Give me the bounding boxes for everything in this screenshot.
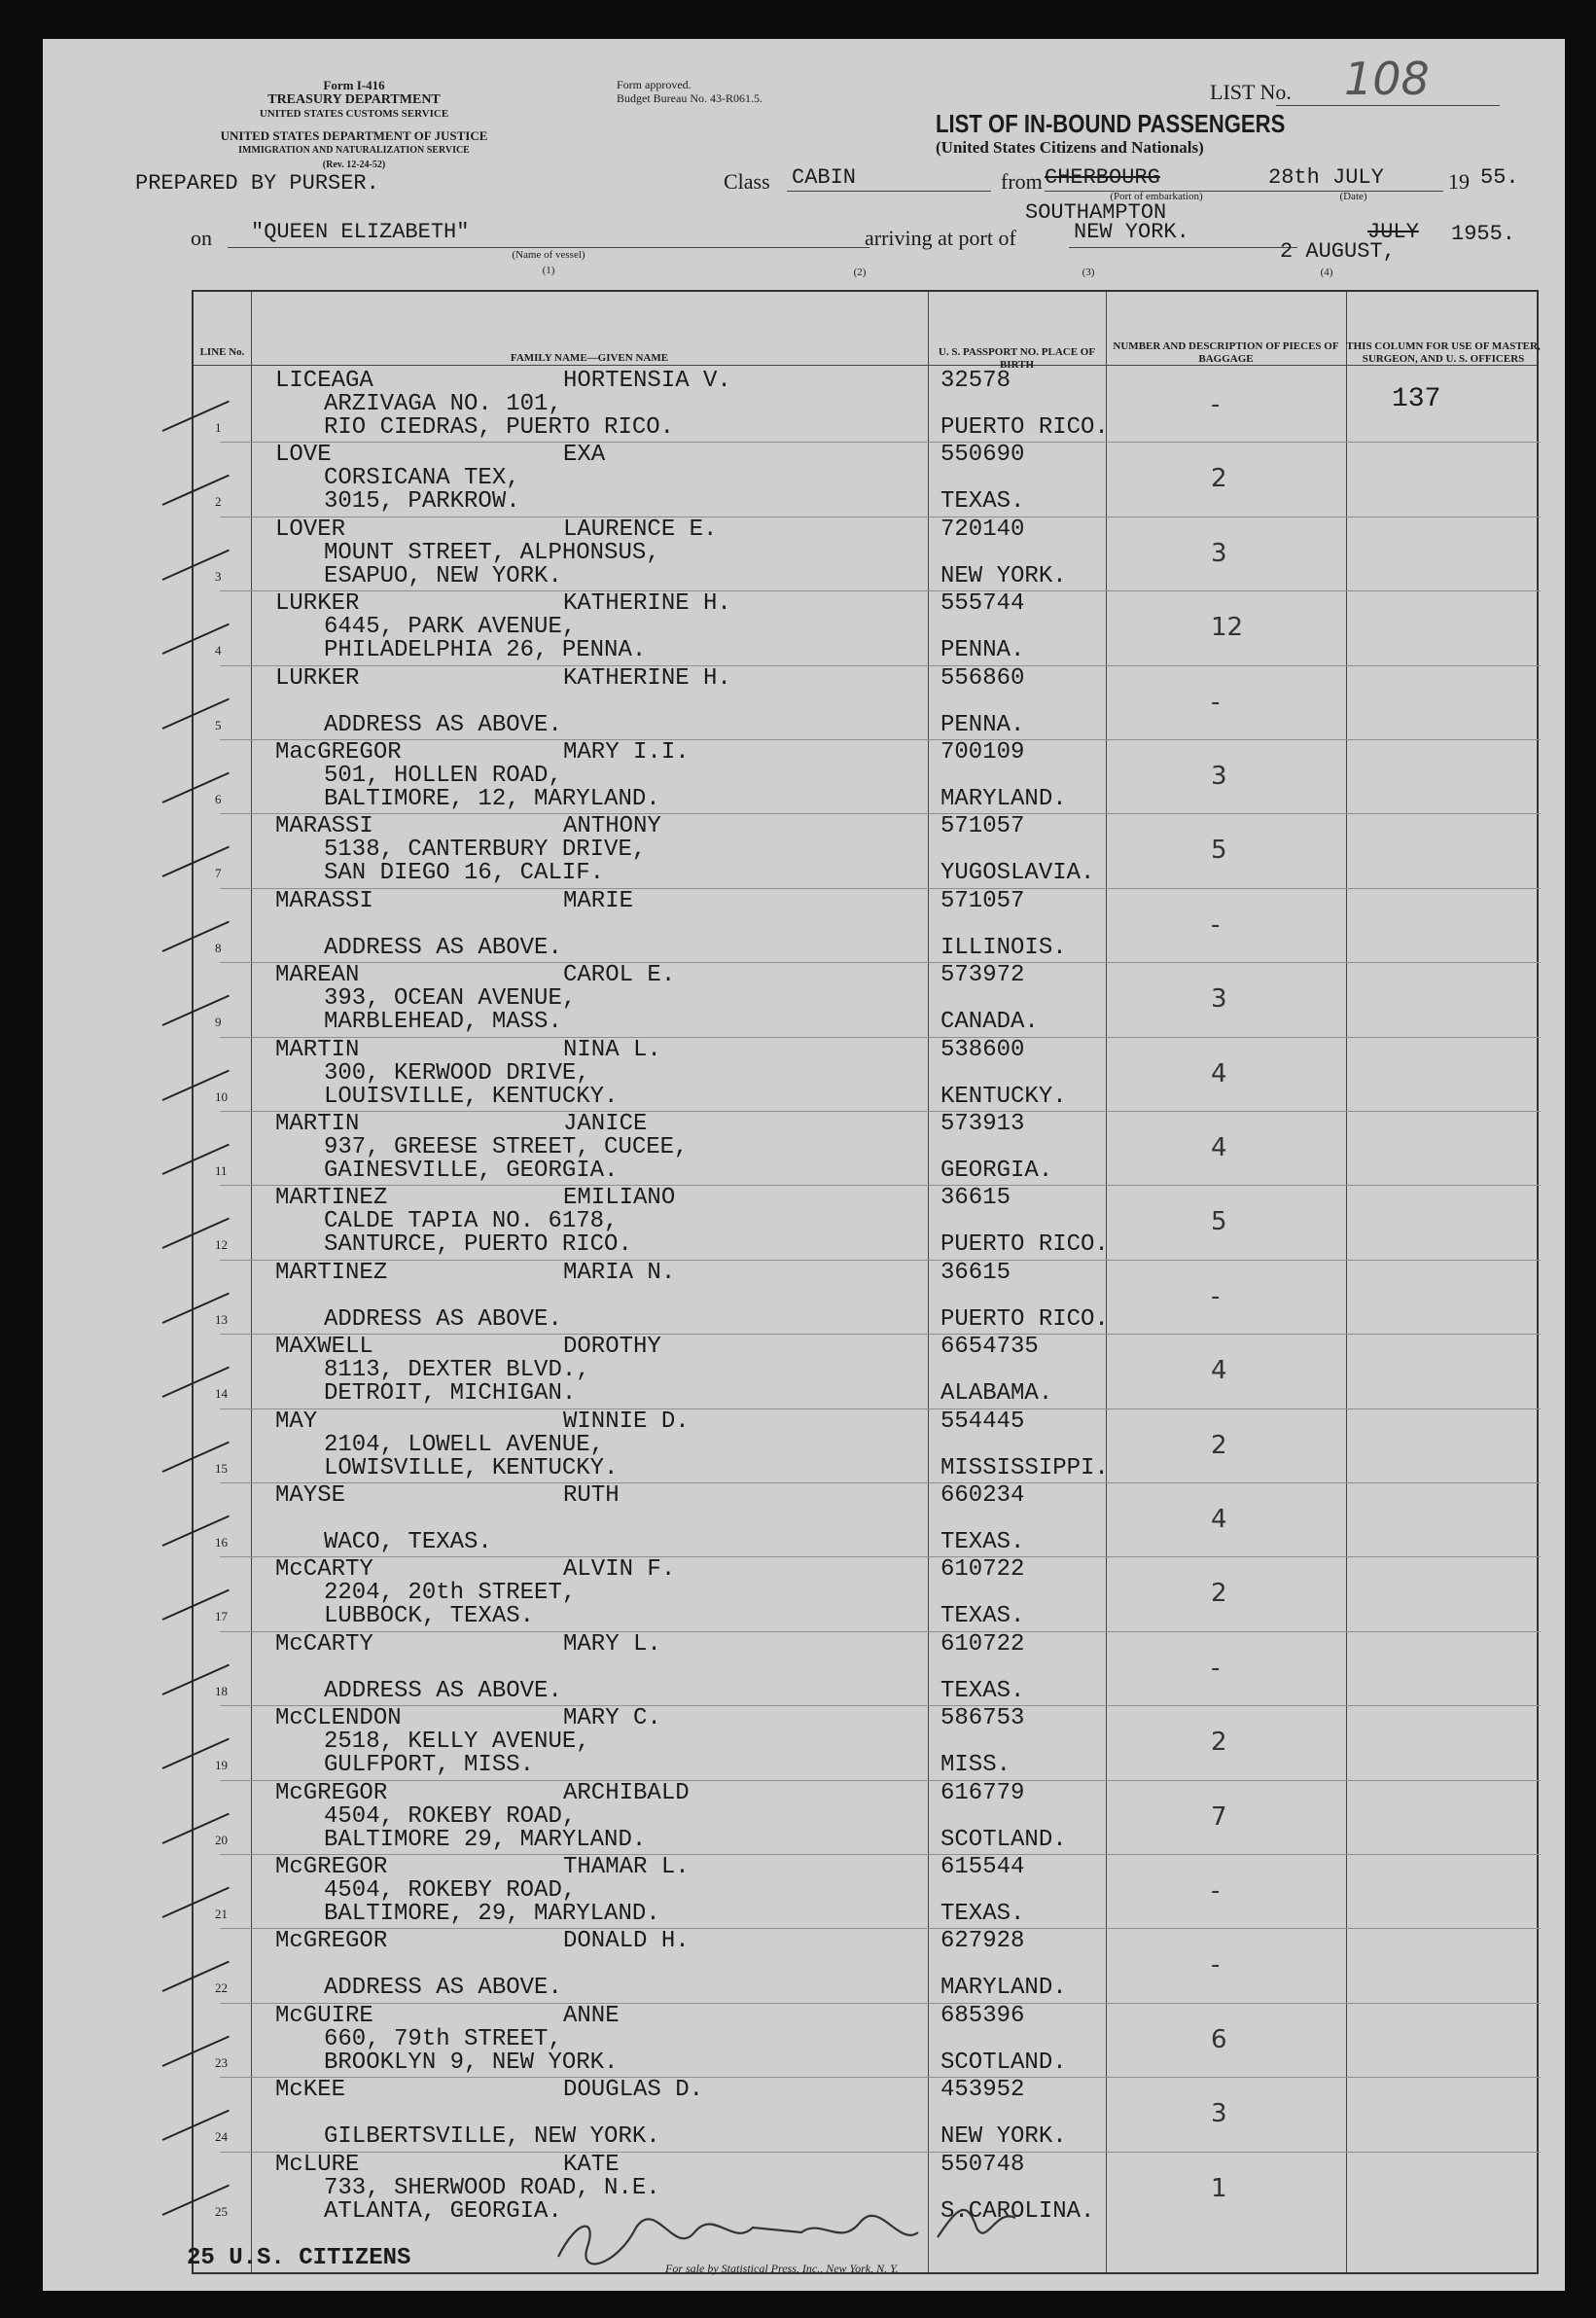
page-title: LIST OF IN-BOUND PASSENGERS bbox=[936, 109, 1286, 138]
passport-number: 685396 bbox=[940, 2002, 1025, 2029]
prepared-by: PREPARED BY PURSER. bbox=[135, 171, 379, 196]
form-id-block: Form I-416 TREASURY DEPARTMENT UNITED STATES CUSTOMS SERVICE bbox=[259, 78, 449, 120]
passenger-address-line1: 300, KERWOOD DRIVE, bbox=[324, 1059, 590, 1087]
passenger-table bbox=[192, 290, 1539, 2274]
line-number: 8 bbox=[215, 940, 222, 955]
passport-number: 538600 bbox=[940, 1036, 1025, 1063]
passport-number: 573913 bbox=[940, 1111, 1025, 1137]
passenger-address-line2: DETROIT, MICHIGAN. bbox=[324, 1380, 577, 1408]
baggage-count: - bbox=[1211, 909, 1221, 940]
row-divider bbox=[220, 1854, 1541, 1855]
year-prefix: 19 bbox=[1448, 169, 1470, 194]
line-number: 14 bbox=[215, 1386, 228, 1402]
passport-number: 700109 bbox=[940, 739, 1025, 766]
passenger-family-name: LURKER bbox=[275, 590, 360, 618]
line-number: 18 bbox=[215, 1683, 228, 1698]
passenger-given-name: DONALD H. bbox=[563, 1928, 690, 1955]
passport-number: 627928 bbox=[940, 1928, 1025, 1955]
place-of-birth: TEXAS. bbox=[940, 1677, 1025, 1704]
passenger-address-line1: 733, SHERWOOD ROAD, N.E. bbox=[324, 2174, 660, 2201]
arrival-port-underline bbox=[1069, 247, 1297, 248]
passenger-family-name: McCARTY bbox=[275, 1556, 373, 1584]
line-number: 1 bbox=[215, 420, 222, 435]
place-of-birth: MISSISSIPPI. bbox=[940, 1454, 1109, 1481]
passenger-address-line1: CALDE TAPIA NO. 6178, bbox=[324, 1208, 619, 1235]
date-caption: (Date) bbox=[1339, 191, 1367, 202]
passport-number: 720140 bbox=[940, 516, 1025, 543]
row-divider bbox=[220, 1260, 1541, 1261]
passport-number: 36615 bbox=[940, 1259, 1011, 1286]
passenger-family-name: MAYSE bbox=[275, 1482, 346, 1509]
place-of-birth: TEXAS. bbox=[940, 1901, 1025, 1927]
table-row bbox=[194, 1631, 1541, 1705]
passport-number: 453952 bbox=[940, 2077, 1025, 2104]
passenger-list-document bbox=[43, 39, 1565, 2291]
passenger-address-line2: PHILADELPHIA 26, PENNA. bbox=[324, 637, 647, 664]
col-caption-4: (4) bbox=[1320, 267, 1333, 278]
passenger-family-name: McGREGOR bbox=[275, 1854, 388, 1880]
line-number: 11 bbox=[215, 1163, 228, 1178]
passenger-address-line2: LUBBOCK, TEXAS. bbox=[324, 1603, 535, 1630]
table-row bbox=[194, 517, 1541, 590]
row-divider bbox=[220, 1482, 1541, 1483]
passenger-address-line1: 5138, CANTERBURY DRIVE, bbox=[324, 837, 647, 864]
passenger-given-name: MARIE bbox=[563, 887, 634, 914]
passenger-family-name: MARTIN bbox=[275, 1036, 360, 1063]
row-divider bbox=[220, 665, 1541, 666]
row-divider bbox=[220, 1705, 1541, 1706]
row-divider bbox=[220, 888, 1541, 889]
passenger-family-name: McGREGOR bbox=[275, 1779, 388, 1806]
page-subtitle: (United States Citizens and Nationals) bbox=[936, 138, 1204, 157]
officer-note: 137 bbox=[1392, 384, 1441, 414]
col-caption-1: (1) bbox=[542, 265, 555, 276]
passenger-family-name: McLURE bbox=[275, 2151, 360, 2178]
row-divider bbox=[220, 1185, 1541, 1186]
place-of-birth: YUGOSLAVIA. bbox=[940, 860, 1095, 887]
line-number: 4 bbox=[215, 643, 222, 659]
passenger-address-line1: 8113, DEXTER BLVD., bbox=[324, 1357, 590, 1384]
baggage-count: 3 bbox=[1211, 2099, 1227, 2129]
passport-number: 36615 bbox=[940, 1185, 1011, 1212]
passport-number: 550690 bbox=[940, 442, 1025, 469]
row-divider bbox=[220, 2003, 1541, 2004]
passenger-given-name: WINNIE D. bbox=[563, 1408, 690, 1435]
baggage-count: 4 bbox=[1211, 1133, 1227, 1162]
passenger-given-name: JANICE bbox=[563, 1111, 648, 1137]
line-number: 21 bbox=[215, 1907, 228, 1921]
passenger-family-name: McGREGOR bbox=[275, 1928, 388, 1955]
passenger-address-line1: 2104, LOWELL AVENUE, bbox=[324, 1431, 605, 1458]
place-of-birth: S.CAROLINA. bbox=[940, 2197, 1095, 2225]
from-label: from bbox=[1001, 169, 1043, 194]
col-caption-3: (3) bbox=[1082, 267, 1095, 278]
passport-number: 556860 bbox=[940, 664, 1025, 692]
passenger-given-name: KATE bbox=[563, 2151, 620, 2178]
place-of-birth: ALABAMA. bbox=[940, 1380, 1053, 1408]
baggage-count: 2 bbox=[1211, 1430, 1227, 1460]
row-divider bbox=[220, 2152, 1541, 2153]
row-divider bbox=[220, 1334, 1541, 1335]
embark-struck: CHERBOURG bbox=[1045, 165, 1160, 190]
row-divider bbox=[220, 962, 1541, 963]
passenger-address-line1: ARZIVAGA NO. 101, bbox=[324, 391, 562, 417]
arrival-port: NEW YORK. bbox=[1074, 220, 1189, 244]
vessel-caption: (Name of vessel) bbox=[512, 249, 585, 261]
baggage-count: 4 bbox=[1211, 1058, 1227, 1088]
year-value: 55. bbox=[1480, 165, 1519, 190]
passenger-address-line2: 3015, PARKROW. bbox=[324, 488, 520, 516]
baggage-count: 2 bbox=[1211, 1728, 1227, 1758]
table-row bbox=[194, 1037, 1541, 1111]
line-number: 19 bbox=[215, 1758, 228, 1773]
place-of-birth: NEW YORK. bbox=[940, 2123, 1067, 2151]
baggage-count: - bbox=[1211, 1281, 1221, 1311]
passport-number: 660234 bbox=[940, 1482, 1025, 1509]
place-of-birth: GEORGIA. bbox=[940, 1158, 1053, 1184]
baggage-count: 7 bbox=[1211, 1801, 1227, 1832]
passenger-given-name: NINA L. bbox=[563, 1036, 661, 1063]
passenger-address-line2: LOUISVILLE, KENTUCKY. bbox=[324, 1083, 619, 1110]
baggage-count: - bbox=[1211, 390, 1221, 419]
passenger-address-line1: 660, 79th STREET, bbox=[324, 2025, 562, 2052]
row-divider bbox=[220, 1928, 1541, 1929]
passenger-family-name: MAREAN bbox=[275, 962, 360, 989]
passport-number: 6654735 bbox=[940, 1334, 1039, 1361]
line-number: 3 bbox=[215, 568, 222, 584]
passenger-address-line2: ADDRESS AS ABOVE. bbox=[324, 711, 562, 738]
passenger-given-name: MARIA N. bbox=[563, 1259, 676, 1286]
baggage-count: 12 bbox=[1211, 613, 1244, 643]
arrival-struck: JULY bbox=[1367, 220, 1419, 244]
passenger-family-name: MacGREGOR bbox=[275, 739, 402, 766]
line-number: 25 bbox=[215, 2203, 228, 2219]
col-header-line-no: LINE No. bbox=[199, 346, 245, 358]
passenger-address-line1: 2204, 20th STREET, bbox=[324, 1580, 577, 1607]
table-row bbox=[194, 739, 1541, 813]
passenger-given-name: ANNE bbox=[563, 2002, 620, 2029]
place-of-birth: PUERTO RICO. bbox=[940, 1231, 1109, 1259]
table-row bbox=[194, 665, 1541, 739]
table-row bbox=[194, 1705, 1541, 1779]
row-divider bbox=[220, 1780, 1541, 1781]
arrival-date: 2 AUGUST, bbox=[1280, 239, 1396, 264]
passenger-family-name: MARASSI bbox=[275, 887, 373, 914]
row-divider bbox=[220, 1556, 1541, 1557]
baggage-count: 4 bbox=[1211, 1356, 1227, 1386]
passport-number: 610722 bbox=[940, 1556, 1025, 1584]
form-approved-block: Form approved. Budget Bureau No. 43-R061.5. bbox=[617, 78, 763, 105]
passenger-address-line2: ADDRESS AS ABOVE. bbox=[324, 1975, 562, 2002]
col-header-passport: U. S. PASSPORT NO. PLACE OF BIRTH bbox=[938, 346, 1096, 371]
passport-number: 32578 bbox=[940, 368, 1011, 394]
justice-block: UNITED STATES DEPARTMENT OF JUSTICE IMMIGRATION AND NATURALIZATION SERVICE (Rev. 12-24-52) bbox=[220, 128, 488, 170]
embark-caption: (Port of embarkation) bbox=[1110, 191, 1203, 202]
passenger-given-name: LAURENCE E. bbox=[563, 516, 718, 543]
on-label: on bbox=[191, 226, 212, 250]
line-number: 10 bbox=[215, 1088, 228, 1104]
passenger-given-name: KATHERINE H. bbox=[563, 664, 731, 692]
table-row bbox=[194, 813, 1541, 887]
passport-number: 554445 bbox=[940, 1408, 1025, 1435]
table-row bbox=[194, 1854, 1541, 1928]
baggage-count: 5 bbox=[1211, 836, 1227, 866]
baggage-count: 2 bbox=[1211, 1579, 1227, 1609]
table-row bbox=[194, 962, 1541, 1036]
baggage-count: - bbox=[1211, 1950, 1221, 1980]
place-of-birth: PUERTO RICO. bbox=[940, 1305, 1109, 1333]
list-no-underline bbox=[1276, 105, 1500, 106]
place-of-birth: CANADA. bbox=[940, 1009, 1039, 1036]
passenger-family-name: McCLENDON bbox=[275, 1705, 402, 1732]
row-divider bbox=[220, 2077, 1541, 2078]
col-header-name: FAMILY NAME—GIVEN NAME bbox=[510, 352, 669, 364]
passenger-given-name: DOROTHY bbox=[563, 1334, 661, 1361]
place-of-birth: PUERTO RICO. bbox=[940, 414, 1109, 441]
passenger-given-name: MARY I.I. bbox=[563, 739, 690, 766]
passenger-address-line2: BROOKLYN 9, NEW YORK. bbox=[324, 2049, 619, 2076]
baggage-count: 5 bbox=[1211, 1207, 1227, 1237]
table-row bbox=[194, 1185, 1541, 1259]
class-value: CABIN bbox=[792, 165, 857, 190]
passenger-given-name: RUTH bbox=[563, 1482, 620, 1509]
baggage-count: - bbox=[1211, 1876, 1221, 1906]
passenger-address-line1: 4504, ROKEBY ROAD, bbox=[324, 1802, 577, 1830]
passenger-family-name: MARTINEZ bbox=[275, 1259, 388, 1286]
table-row bbox=[194, 1928, 1541, 2002]
passenger-address-line1: 937, GREESE STREET, CUCEE, bbox=[324, 1134, 689, 1160]
table-row bbox=[194, 442, 1541, 516]
table-row bbox=[194, 2003, 1541, 2077]
passenger-address-line2: WACO, TEXAS. bbox=[324, 1529, 492, 1555]
baggage-count: 3 bbox=[1211, 762, 1227, 791]
passenger-given-name: EMILIANO bbox=[563, 1185, 676, 1212]
passenger-family-name: LICEAGA bbox=[275, 368, 373, 394]
line-number: 9 bbox=[215, 1015, 222, 1030]
place-of-birth: KENTUCKY. bbox=[940, 1083, 1067, 1110]
vessel-name: "QUEEN ELIZABETH" bbox=[251, 220, 470, 244]
table-row bbox=[194, 1334, 1541, 1408]
passenger-address-line2: BALTIMORE, 12, MARYLAND. bbox=[324, 786, 660, 812]
class-underline bbox=[787, 191, 991, 192]
row-divider bbox=[220, 739, 1541, 740]
baggage-count: 3 bbox=[1211, 984, 1227, 1015]
line-number: 12 bbox=[215, 1237, 228, 1253]
passenger-family-name: MAY bbox=[275, 1408, 318, 1435]
place-of-birth: PENNA. bbox=[940, 637, 1025, 664]
place-of-birth: SCOTLAND. bbox=[940, 1826, 1067, 1853]
baggage-count: - bbox=[1211, 687, 1221, 717]
place-of-birth: NEW YORK. bbox=[940, 562, 1067, 589]
passenger-address-line2: LOWISVILLE, KENTUCKY. bbox=[324, 1454, 619, 1481]
passenger-address-line2: ATLANTA, GEORGIA. bbox=[324, 2197, 562, 2225]
table-row bbox=[194, 1780, 1541, 1854]
place-of-birth: TEXAS. bbox=[940, 1529, 1025, 1555]
list-no-label: LIST No. bbox=[1210, 80, 1292, 104]
place-of-birth: MISS. bbox=[940, 1752, 1011, 1779]
passenger-family-name: MARTIN bbox=[275, 1111, 360, 1137]
place-of-birth: ILLINOIS. bbox=[940, 934, 1067, 961]
place-of-birth: TEXAS. bbox=[940, 488, 1025, 516]
line-number: 17 bbox=[215, 1609, 228, 1624]
passport-number: 586753 bbox=[940, 1705, 1025, 1732]
passenger-address-line2: ADDRESS AS ABOVE. bbox=[324, 1677, 562, 1704]
passenger-family-name: McGUIRE bbox=[275, 2002, 373, 2029]
passenger-address-line2: GILBERTSVILLE, NEW YORK. bbox=[324, 2123, 660, 2151]
place-of-birth: MARYLAND. bbox=[940, 786, 1067, 812]
passenger-address-line1: 2518, KELLY AVENUE, bbox=[324, 1729, 590, 1756]
passport-number: 571057 bbox=[940, 887, 1025, 914]
line-number: 2 bbox=[215, 494, 222, 510]
col-header-baggage: NUMBER AND DESCRIPTION OF PIECES OF BAGGAGE bbox=[1113, 340, 1339, 365]
place-of-birth: MARYLAND. bbox=[940, 1975, 1067, 2002]
passenger-family-name: McCARTY bbox=[275, 1630, 373, 1658]
passenger-address-line1: 501, HOLLEN ROAD, bbox=[324, 763, 562, 789]
line-number: 20 bbox=[215, 1832, 228, 1847]
passenger-family-name: LURKER bbox=[275, 664, 360, 692]
arrival-year: 1955. bbox=[1451, 222, 1516, 246]
passenger-family-name: LOVE bbox=[275, 442, 332, 469]
col-caption-2: (2) bbox=[853, 267, 867, 278]
passport-number: 615544 bbox=[940, 1854, 1025, 1880]
passenger-address-line1: 6445, PARK AVENUE, bbox=[324, 614, 577, 641]
embark-value: SOUTHAMPTON bbox=[1025, 200, 1167, 225]
row-divider bbox=[220, 590, 1541, 591]
baggage-count: 1 bbox=[1211, 2173, 1227, 2203]
passenger-given-name: MARY L. bbox=[563, 1630, 661, 1658]
line-number: 15 bbox=[215, 1460, 228, 1476]
col-header-officers: THIS COLUMN FOR USE OF MASTER, SURGEON, AND U. S. OFFICERS bbox=[1346, 340, 1541, 365]
passenger-address-line1: CORSICANA TEX, bbox=[324, 465, 520, 492]
passenger-address-line2: BALTIMORE, 29, MARYLAND. bbox=[324, 1901, 660, 1927]
passenger-address-line2: RIO CIEDRAS, PUERTO RICO. bbox=[324, 414, 675, 441]
passport-number: 573972 bbox=[940, 962, 1025, 989]
passenger-given-name: ANTHONY bbox=[563, 813, 661, 840]
passenger-address-line1: MOUNT STREET, ALPHONSUS, bbox=[324, 539, 660, 566]
place-of-birth: SCOTLAND. bbox=[940, 2049, 1067, 2076]
passenger-family-name: MAXWELL bbox=[275, 1334, 373, 1361]
passenger-family-name: McKEE bbox=[275, 2077, 346, 2104]
place-of-birth: PENNA. bbox=[940, 711, 1025, 738]
table-row bbox=[194, 1409, 1541, 1482]
passenger-address-line2: GAINESVILLE, GEORGIA. bbox=[324, 1158, 619, 1184]
row-divider bbox=[220, 1631, 1541, 1632]
passenger-address-line2: ADDRESS AS ABOVE. bbox=[324, 934, 562, 961]
passenger-address-line2: SANTURCE, PUERTO RICO. bbox=[324, 1231, 632, 1259]
line-number: 5 bbox=[215, 717, 222, 732]
printer-credit: For sale by Statistical Press, Inc., New York, N. Y. bbox=[665, 2262, 899, 2275]
signature bbox=[549, 2189, 1074, 2276]
passport-number: 550748 bbox=[940, 2151, 1025, 2178]
baggage-count: 4 bbox=[1211, 1505, 1227, 1534]
baggage-count: 6 bbox=[1211, 2024, 1227, 2054]
line-number: 7 bbox=[215, 866, 222, 881]
baggage-count: - bbox=[1211, 1653, 1221, 1683]
list-no-handwritten: 108 bbox=[1344, 53, 1430, 105]
table-row bbox=[194, 1482, 1541, 1556]
passport-number: 571057 bbox=[940, 813, 1025, 840]
line-number: 13 bbox=[215, 1311, 228, 1327]
passenger-address-line2: ESAPUO, NEW YORK. bbox=[324, 562, 562, 589]
passport-number: 555744 bbox=[940, 590, 1025, 618]
passport-number: 610722 bbox=[940, 1630, 1025, 1658]
baggage-count: 3 bbox=[1211, 538, 1227, 568]
total-citizens: 25 U.S. CITIZENS bbox=[187, 2245, 411, 2271]
line-number: 16 bbox=[215, 1535, 228, 1550]
passenger-given-name: DOUGLAS D. bbox=[563, 2077, 704, 2104]
passenger-given-name: ALVIN F. bbox=[563, 1556, 676, 1584]
passenger-address-line2: SAN DIEGO 16, CALIF. bbox=[324, 860, 605, 887]
table-row bbox=[194, 368, 1541, 442]
table-row bbox=[194, 1111, 1541, 1185]
passenger-given-name: HORTENSIA V. bbox=[563, 368, 731, 394]
passenger-given-name: ARCHIBALD bbox=[563, 1779, 690, 1806]
table-row bbox=[194, 2077, 1541, 2151]
passenger-given-name: THAMAR L. bbox=[563, 1854, 690, 1880]
passport-number: 616779 bbox=[940, 1779, 1025, 1806]
passenger-address-line2: GULFPORT, MISS. bbox=[324, 1752, 535, 1779]
passenger-address-line1: 4504, ROKEBY ROAD, bbox=[324, 1877, 577, 1904]
row-divider bbox=[220, 1037, 1541, 1038]
passenger-address-line2: ADDRESS AS ABOVE. bbox=[324, 1305, 562, 1333]
passenger-address-line2: BALTIMORE 29, MARYLAND. bbox=[324, 1826, 647, 1853]
passenger-family-name: MARTINEZ bbox=[275, 1185, 388, 1212]
row-divider bbox=[220, 813, 1541, 814]
passenger-given-name: CAROL E. bbox=[563, 962, 676, 989]
table-row bbox=[194, 590, 1541, 664]
line-number: 6 bbox=[215, 792, 222, 806]
class-label: Class bbox=[724, 169, 770, 194]
table-row bbox=[194, 888, 1541, 962]
table-row bbox=[194, 1556, 1541, 1630]
arriving-label: arriving at port of bbox=[865, 226, 1016, 250]
passenger-given-name: EXA bbox=[563, 442, 606, 469]
line-number: 24 bbox=[215, 2129, 228, 2145]
row-divider bbox=[220, 1111, 1541, 1112]
line-number: 22 bbox=[215, 1980, 228, 1996]
passenger-family-name: LOVER bbox=[275, 516, 346, 543]
place-of-birth: TEXAS. bbox=[940, 1603, 1025, 1630]
row-divider bbox=[220, 442, 1541, 443]
passenger-address-line2: MARBLEHEAD, MASS. bbox=[324, 1009, 562, 1036]
passenger-given-name: MARY C. bbox=[563, 1705, 661, 1732]
baggage-count: 2 bbox=[1211, 464, 1227, 494]
line-number: 23 bbox=[215, 2054, 228, 2070]
table-row bbox=[194, 1260, 1541, 1334]
departure-date: 28th JULY bbox=[1268, 165, 1384, 190]
vessel-underline bbox=[228, 247, 869, 248]
passenger-given-name: KATHERINE H. bbox=[563, 590, 731, 618]
passenger-family-name: MARASSI bbox=[275, 813, 373, 840]
passenger-address-line1: 393, OCEAN AVENUE, bbox=[324, 985, 577, 1013]
